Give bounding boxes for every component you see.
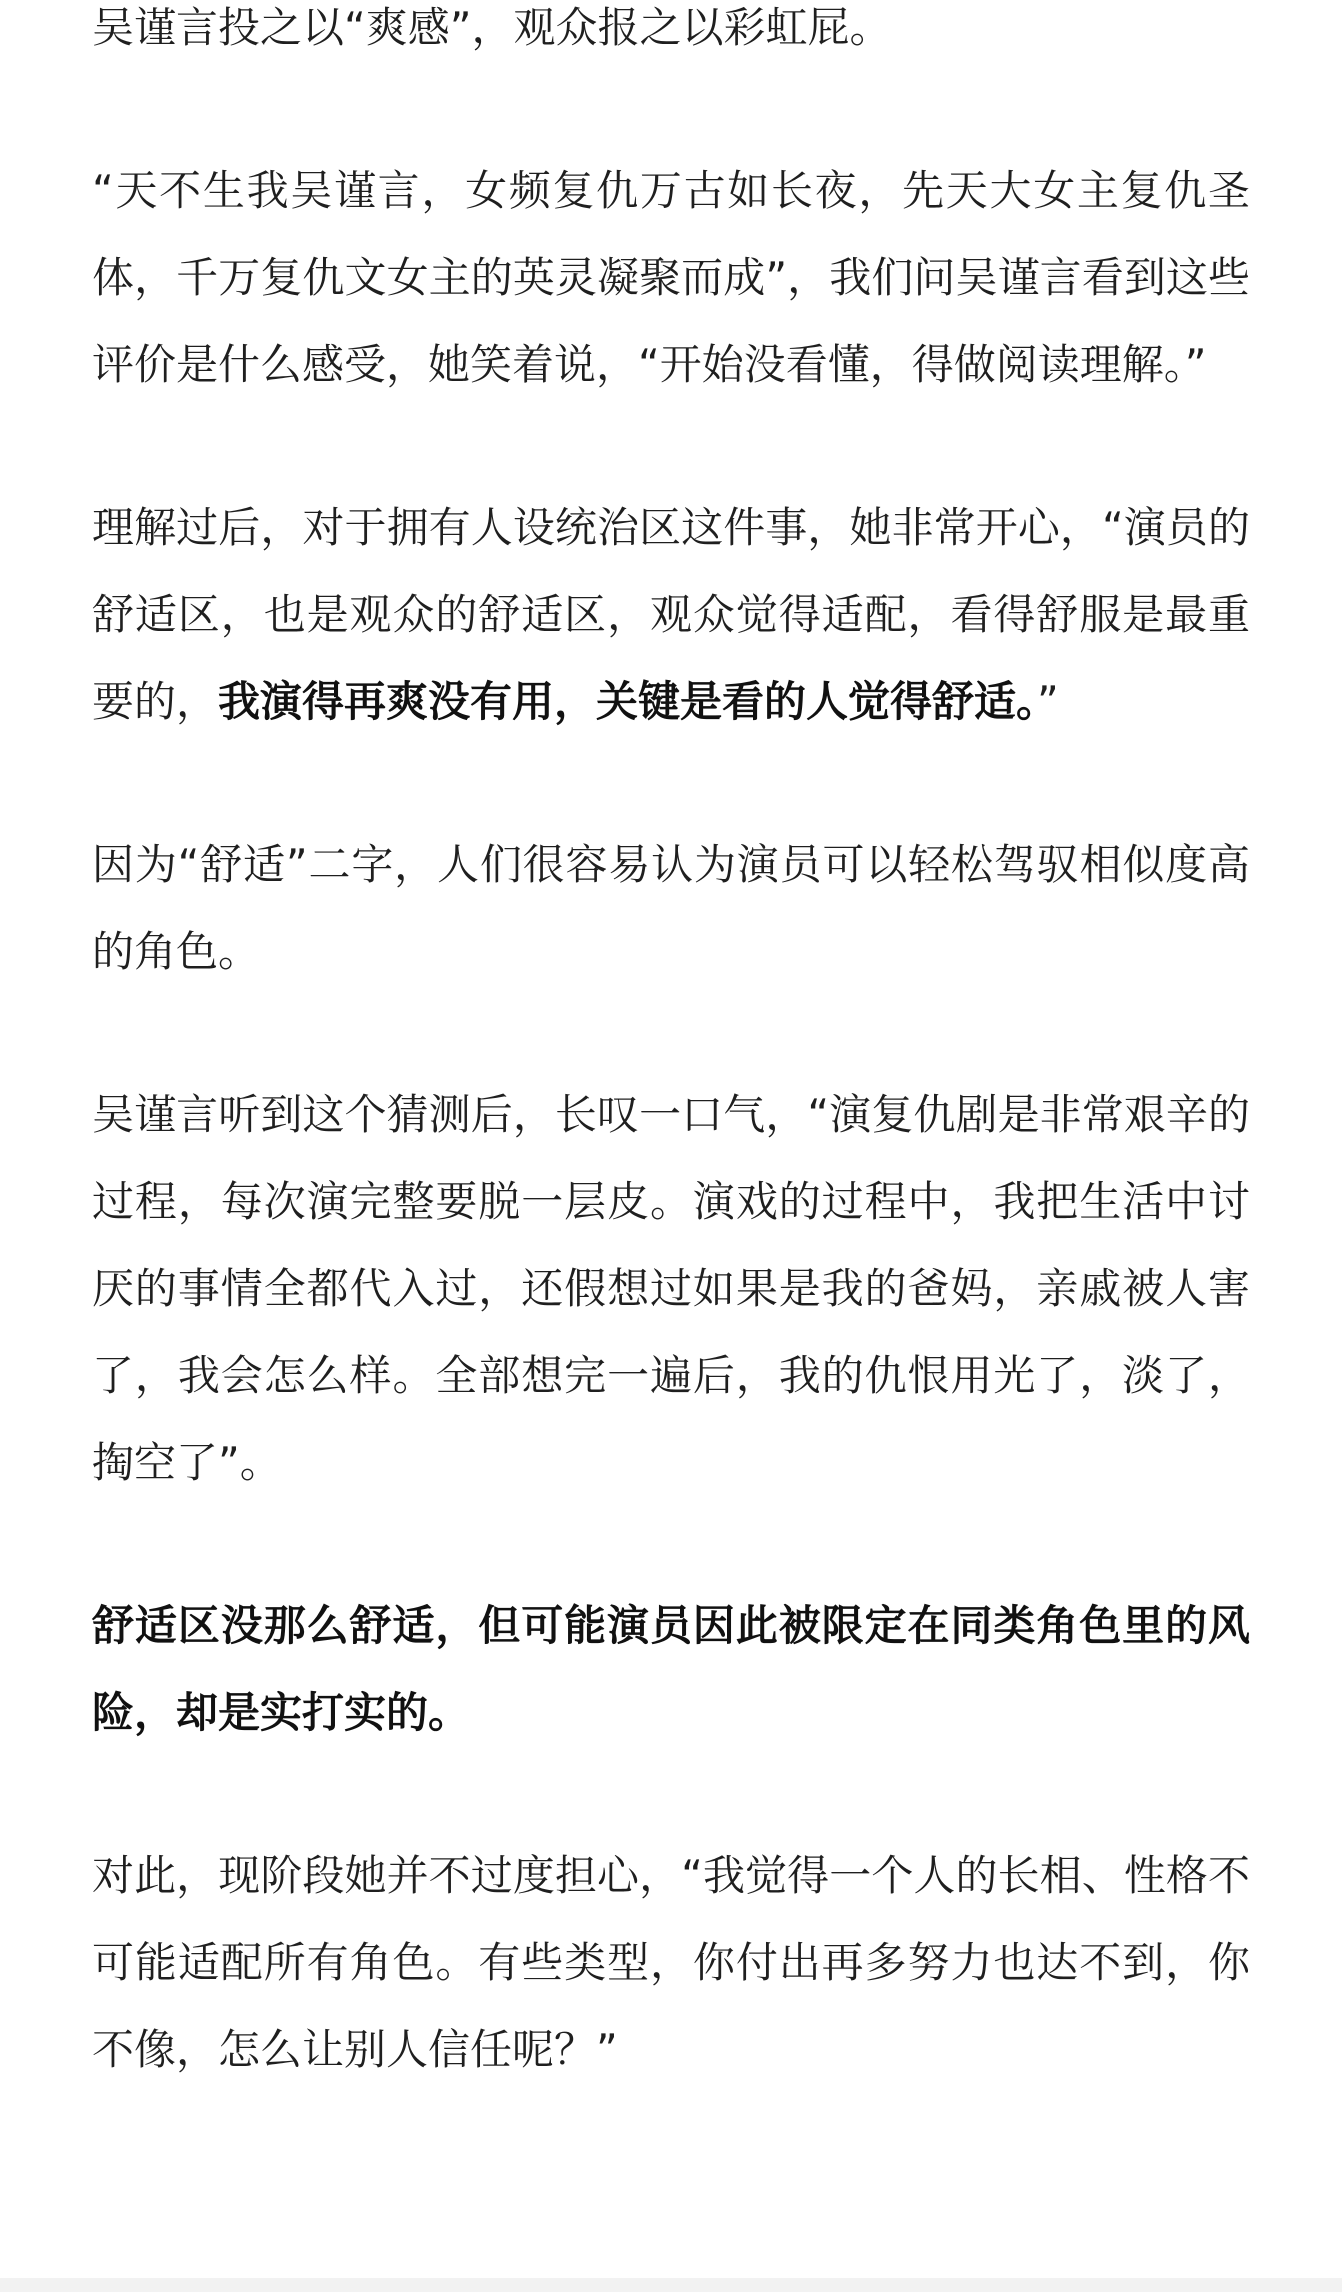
paragraph-3	[92, 484, 1250, 745]
paragraph-7: 对此，现阶段她并不过度担心，“我觉得一个人的长相、性格不可能适配所有角色。有些类型，你付出再多努力也达不到，你不像，怎么让别人信任呢？”	[92, 1851, 1250, 2074]
paragraph-3-text: 理解过后，对于拥有人设统治区这件事，她非常开心，“演员的舒适区，也是观众的舒适区，观众觉得适配，看得舒服是最重要的，	[92, 503, 1250, 726]
paragraph-3-closing-quote: ”	[1037, 677, 1059, 726]
paragraph-6-bold	[92, 1582, 1250, 1756]
paragraph-3-bold-quote: 我演得再爽没有用，关键是看的人觉得舒适。	[218, 677, 1038, 726]
paragraph-1: 吴谨言投之以“爽感”，观众报之以彩虹屁。	[92, 3, 892, 52]
paragraph-2: “天不生我吴谨言，女频复仇万古如长夜，先天大女主复仇圣体，千万复仇文女主的英灵凝聚而成”，我们问吴谨言看到这些评价是什么感受，她笑着说，“开始没看懂，得做阅读理解。”	[92, 166, 1250, 389]
paragraph-4: 因为“舒适”二字，人们很容易认为演员可以轻松驾驭相似度高的角色。	[92, 840, 1250, 976]
paragraph-6-text: 舒适区没那么舒适，但可能演员因此被限定在同类角色里的风险，却是实打实的。	[92, 1601, 1250, 1737]
bottom-edge-bar	[0, 2278, 1342, 2292]
paragraph-5: 吴谨言听到这个猜测后，长叹一口气，“演复仇剧是非常艰辛的过程，每次演完整要脱一层皮。演戏的过程中，我把生活中讨厌的事情全都代入过，还假想过如果是我的爸妈，亲戚被人害了，我会怎么样。全部想完一遍后，我的仇恨用光了，淡了，掏空了”。	[92, 1090, 1250, 1487]
